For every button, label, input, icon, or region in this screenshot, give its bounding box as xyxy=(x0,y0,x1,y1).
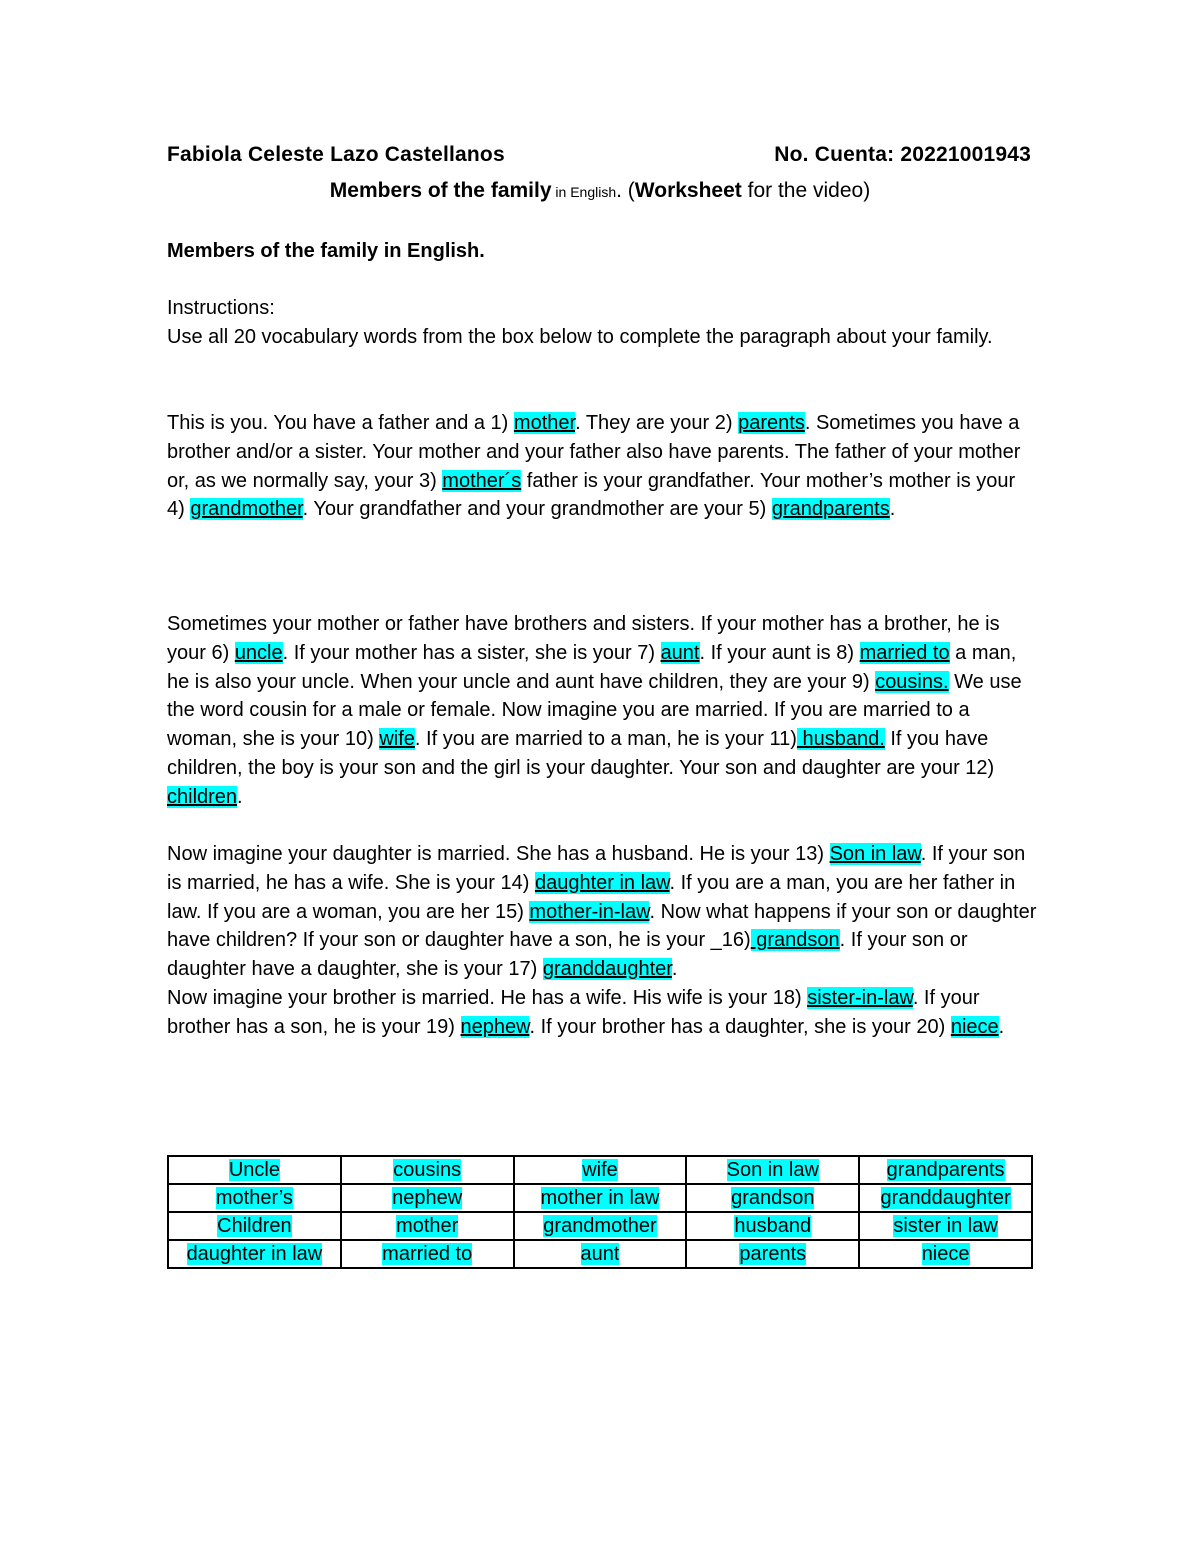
vocabulary-box xyxy=(167,1155,1033,1269)
table-row xyxy=(168,1212,1032,1240)
vocab-word: grandparents xyxy=(886,1159,1005,1181)
vocab-word: sister in law xyxy=(893,1215,998,1237)
paragraph-1 xyxy=(167,409,1037,524)
vocab-word: niece xyxy=(921,1243,970,1265)
vocab-cell xyxy=(514,1240,687,1268)
p2-text: . If your aunt is 8) xyxy=(699,641,860,664)
answer-19: nephew xyxy=(460,1015,530,1038)
vocab-cell xyxy=(341,1156,514,1184)
p3-text: . If your son or daughter have a daughter, she is your 17) xyxy=(167,929,968,981)
p2-text: a man, he is also your uncle. When your uncle and aunt have children, they are your 9) xyxy=(167,641,1017,693)
table-row xyxy=(168,1184,1032,1212)
p3-text: Now imagine your daughter is married. She has a husband. He is your 13) xyxy=(167,843,830,865)
vocab-cell xyxy=(168,1184,341,1212)
student-name: Fabiola Celeste Lazo Castellanos xyxy=(167,143,505,166)
answer-2: parents xyxy=(738,412,805,434)
answer-9: cousins. xyxy=(875,670,949,693)
instructions xyxy=(167,294,1037,352)
header xyxy=(167,143,1031,167)
vocab-cell xyxy=(341,1240,514,1268)
vocab-cell xyxy=(514,1184,687,1212)
p3-text: . xyxy=(671,958,678,981)
answer-11: husband. xyxy=(796,728,885,751)
p3-text: . If you are a man, you are her father in law. If you are a woman, you are her 15) xyxy=(167,871,1016,923)
p4-text: . If your brother has a son, he is your 19) xyxy=(167,986,980,1038)
p4-text: . If your brother has a daughter, she is your 20) xyxy=(529,1015,951,1038)
vocab-word: aunt xyxy=(580,1243,620,1265)
vocab-cell xyxy=(341,1212,514,1240)
answer-7: aunt xyxy=(660,641,700,664)
p1-text: . Your grandfather and your grandmother are your 5) xyxy=(302,498,772,521)
vocab-word: wife xyxy=(582,1159,618,1181)
paragraph-3 xyxy=(167,840,1037,1042)
vocab-cell xyxy=(168,1156,341,1184)
answer-12: children xyxy=(167,785,238,808)
p2-text: . xyxy=(237,785,243,808)
vocab-cell xyxy=(514,1212,687,1240)
title-sep: . ( xyxy=(616,179,635,202)
vocab-cell xyxy=(686,1212,859,1240)
vocab-cell xyxy=(859,1240,1032,1268)
answer-3: mother´s xyxy=(442,469,522,492)
section-heading: Members of the family in English. xyxy=(167,240,485,262)
vocab-word: Son in law xyxy=(726,1159,819,1181)
vocab-cell xyxy=(168,1212,341,1240)
p4-text: . xyxy=(998,1015,1005,1038)
vocab-cell xyxy=(168,1240,341,1268)
answer-15: mother-in-law xyxy=(529,900,650,923)
p4-text: Now imagine your brother is married. He has a wife. His wife is your 18) xyxy=(167,986,808,1009)
title-tail: for the video) xyxy=(741,179,871,202)
title-worksheet: Worksheet xyxy=(634,179,742,202)
answer-20: niece xyxy=(950,1015,999,1038)
p1-text: . Sometimes you have a brother and/or a sister. Your mother and your father also have parents. The father of your mother or, as we normally say, your 3) xyxy=(167,412,1021,492)
p1-text: father is your grandfather. Your mother’s mother is your 4) xyxy=(167,469,1016,521)
p2-text: If you have children, the boy is your son and the girl is your daughter. Your son and daughter are your 12) xyxy=(167,728,995,779)
worksheet-title xyxy=(0,179,1200,203)
vocab-word: Children xyxy=(217,1215,292,1237)
title-main: Members of the family xyxy=(329,179,552,202)
vocab-cell xyxy=(859,1156,1032,1184)
p3-text: . If your son is married, he has a wife. She is your 14) xyxy=(167,843,1026,894)
instructions-label: Instructions: xyxy=(167,297,275,319)
p1-text: . They are your 2) xyxy=(575,412,739,434)
answer-18: sister-in-law xyxy=(807,986,913,1009)
answer-8: married to xyxy=(859,641,950,664)
vocab-word: nephew xyxy=(392,1187,463,1209)
vocab-word: cousins xyxy=(393,1159,462,1181)
vocab-word: grandson xyxy=(731,1187,815,1209)
vocab-word: Uncle xyxy=(228,1159,280,1181)
vocab-cell xyxy=(686,1184,859,1212)
vocab-cell xyxy=(686,1156,859,1184)
vocab-cell xyxy=(859,1212,1032,1240)
vocab-word: married to xyxy=(382,1243,473,1265)
vocab-cell xyxy=(341,1184,514,1212)
answer-10: wife xyxy=(379,728,415,751)
answer-1: mother xyxy=(513,412,576,434)
answer-4: grandmother xyxy=(190,498,303,521)
p2-text: . If your mother has a sister, she is your 7) xyxy=(282,641,661,664)
answer-16: grandson xyxy=(750,929,840,952)
p2-text: We use the word cousin for a male or female. Now imagine you are married. If you are married to a woman, she is your 10) xyxy=(167,670,1022,751)
table-row xyxy=(168,1240,1032,1268)
vocab-word: mother’s xyxy=(215,1187,293,1209)
answer-5: grandparents xyxy=(771,498,890,521)
vocab-word: daughter in law xyxy=(186,1243,323,1265)
p2-text: . If you are married to a man, he is your 11) xyxy=(414,728,797,751)
table-row xyxy=(168,1156,1032,1184)
answer-17: granddaughter xyxy=(542,958,672,981)
vocab-word: grandmother xyxy=(543,1215,657,1237)
vocab-cell xyxy=(686,1240,859,1268)
p1-text: This is you. You have a father and a 1) xyxy=(167,412,514,434)
vocab-word: parents xyxy=(739,1243,807,1265)
vocab-cell xyxy=(859,1184,1032,1212)
account-number: No. Cuenta: 20221001943 xyxy=(774,143,1031,166)
answer-14: daughter in law xyxy=(534,871,670,894)
vocab-word: mother xyxy=(396,1215,459,1237)
p2-text: Sometimes your mother or father have brothers and sisters. If your mother has a brother, he is your 6) xyxy=(167,613,1000,664)
instructions-text: Use all 20 vocabulary words from the box below to complete the paragraph about your family. xyxy=(167,325,993,348)
vocab-word: husband xyxy=(734,1215,812,1237)
answer-6: uncle xyxy=(234,641,283,664)
vocab-word: mother in law xyxy=(540,1187,660,1209)
p1-text: . xyxy=(889,498,896,521)
title-in-english: in English xyxy=(551,184,617,200)
paragraph-2 xyxy=(167,610,1037,812)
vocab-cell xyxy=(514,1156,687,1184)
answer-13: Son in law xyxy=(829,843,921,865)
p3-text: . Now what happens if your son or daughter have children? If your son or daughter have a son, he is your _16) xyxy=(167,900,1037,952)
vocab-word: granddaughter xyxy=(880,1187,1011,1209)
